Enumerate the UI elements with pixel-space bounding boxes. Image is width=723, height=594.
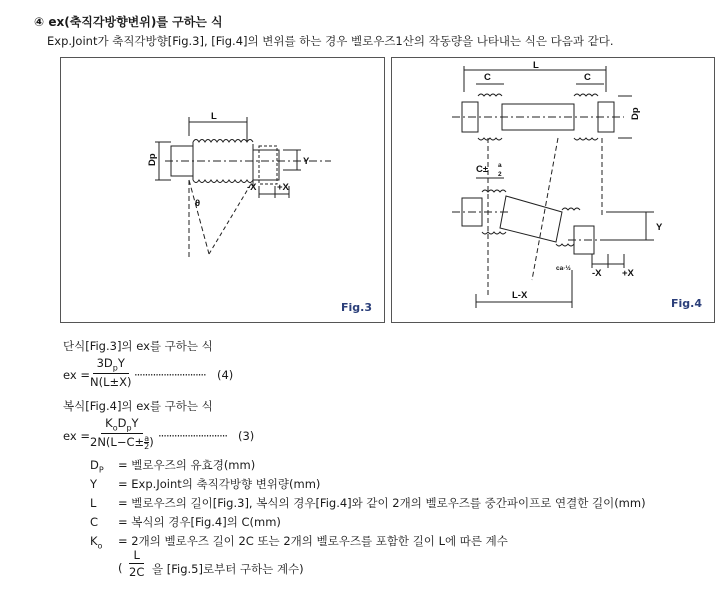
fig3-label-L: L (211, 111, 217, 122)
double-formula-numerator: $K_oD_pY$ (101, 416, 142, 434)
intro-text: Exp.Joint가 축직각방향[Fig.3], [Fig.4]의 변위를 하는 경우 벨로우즈1산의 작동량을 나타내는 식은 다음과 같다. (47, 34, 614, 48)
double-formula-number: (3) (238, 429, 255, 443)
fig3-label-Dp: Dp (147, 153, 158, 166)
figure-4-drawing (392, 58, 714, 322)
note-open-paren: ( (118, 561, 123, 575)
fig3-label-y: Y (303, 156, 310, 167)
single-formula-dots: ··························· (134, 368, 206, 382)
double-formula-title: 복식[Fig.4]의 ex를 구하는 식 (63, 399, 213, 413)
single-formula-lhs: ex = (63, 368, 90, 382)
fig3-label-plus-x: +X (277, 182, 289, 193)
fig3-label-minus-x: -X (247, 182, 257, 193)
fig3-label-theta: θ (195, 198, 201, 209)
fig4-label-Dp: Dp (630, 107, 641, 120)
single-formula-number: (4) (217, 368, 234, 382)
double-formula-lhs: ex = (63, 429, 90, 443)
definition-c: C = 복식의 경우[Fig.4]의 C(mm) (90, 515, 281, 529)
fig4-label-plus-x: +X (622, 268, 634, 279)
double-formula-denominator: 2N(L−C± $\frac{a}{2}$ ) (90, 434, 154, 452)
figure-4-caption: Fig.4 (671, 297, 702, 310)
fig4-label-minus-x: -X (592, 268, 602, 279)
note-text: 을 [Fig.5]로부터 구하는 계수) (152, 562, 304, 576)
note-fraction (125, 548, 148, 579)
double-formula-dots: ·························· (158, 429, 228, 443)
note-fraction-numerator: L (129, 548, 143, 564)
double-formula-fraction (86, 416, 158, 450)
single-formula-fraction (86, 356, 136, 389)
section-heading: ④ ex(축직각방향변위)를 구하는 식 (34, 15, 223, 29)
fig4-label-y: Y (656, 222, 663, 233)
fig4-label-L-minus-x: L-X (512, 290, 528, 301)
fig4-label-half-den: 2 (498, 171, 502, 178)
definition-dp: $D_P$ = 벨로우즈의 유효경(mm) (90, 458, 256, 475)
fig4-label-small: ca·½ (556, 265, 571, 272)
figure-3-drawing (61, 58, 384, 322)
single-formula-title: 단식[Fig.3]의 ex를 구하는 식 (63, 339, 213, 353)
figure-4-panel (391, 57, 715, 323)
single-formula-numerator: $3D_pY$ (93, 356, 129, 374)
fig4-label-half-num: a (498, 162, 502, 169)
note-fraction-denominator: 2C (129, 565, 145, 579)
fig4-label-C-right: C (584, 72, 591, 83)
fig4-label-L: L (533, 60, 539, 71)
definition-y: Y = Exp.Joint의 축직각방향 변위량(mm) (90, 477, 321, 491)
fig4-label-C-left: C (484, 72, 491, 83)
fig4-label-C-pm: C± (476, 164, 489, 175)
definition-ko: $K_o = 2$개의 벨로우즈 길이 2C 또는 2개의 벨로우즈를 포함한 길이 L에 따른 계수 (90, 534, 508, 551)
figure-3-caption: Fig.3 (341, 301, 372, 314)
figure-3-panel (60, 57, 385, 323)
single-formula-denominator: N(L±X) (90, 375, 132, 390)
definition-l: L = 벨로우즈의 길이[Fig.3], 복식의 경우[Fig.4]와 같이 2개의 벨로우즈를 중간파이프로 연결한 길이(mm) (90, 496, 646, 510)
